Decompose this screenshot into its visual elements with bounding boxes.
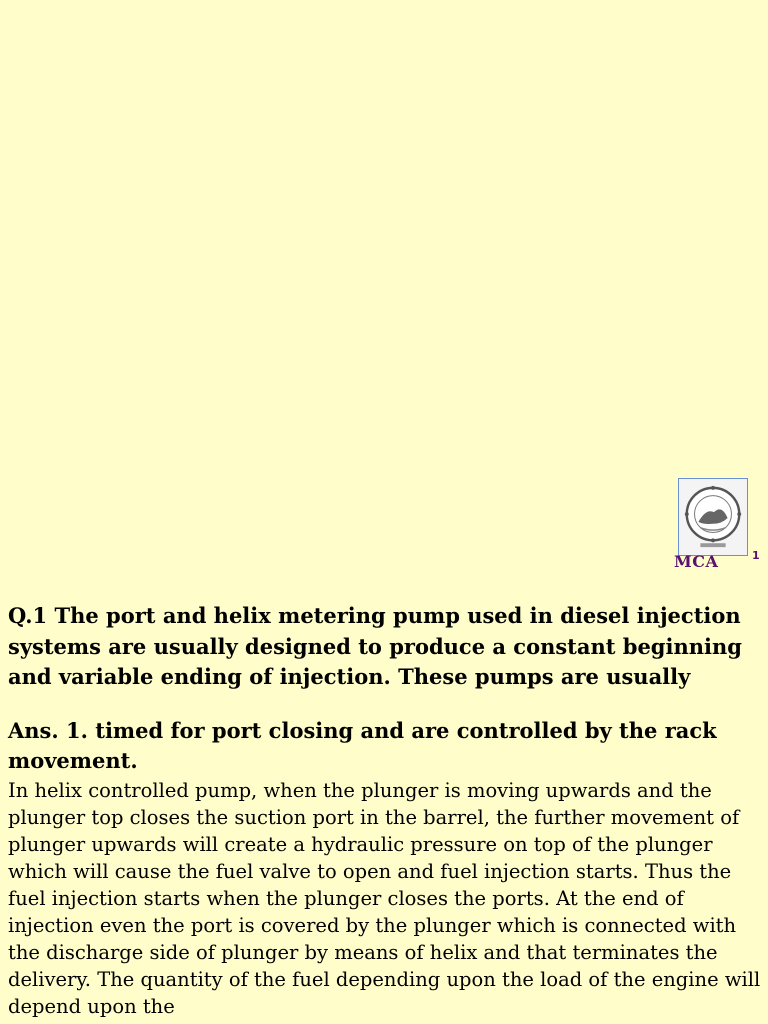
page-number: 1 (752, 549, 760, 562)
explanation-text: In helix controlled pump, when the plunger is moving upwards and the plunger top closes the suction port in the barrel, the further movement of plunger upwards will create a hydraulic pressure on top of the plunger which will cause the fuel valve to open and fuel injection starts. Thus the fuel injection starts when the plunger closes the ports. At the end of injection even the port is covered by the plunger which is connected with the discharge side of plunger by means of helix and that terminates the delivery. The quantity of the fuel depending upon the load of the engine will depend upon the (8, 779, 761, 1018)
seal-graphic (679, 479, 747, 555)
question-text: Q.1 The port and helix metering pump used in diesel injection systems are usually designed to produce a constant beginning and variable ending of injection. These pumps are usually (8, 603, 742, 689)
answer-text: Ans. 1. timed for port closing and are controlled by the rack movement. (8, 718, 717, 773)
logo-caption: MCA (674, 552, 719, 571)
maritime-seal-logo-icon (678, 478, 748, 556)
